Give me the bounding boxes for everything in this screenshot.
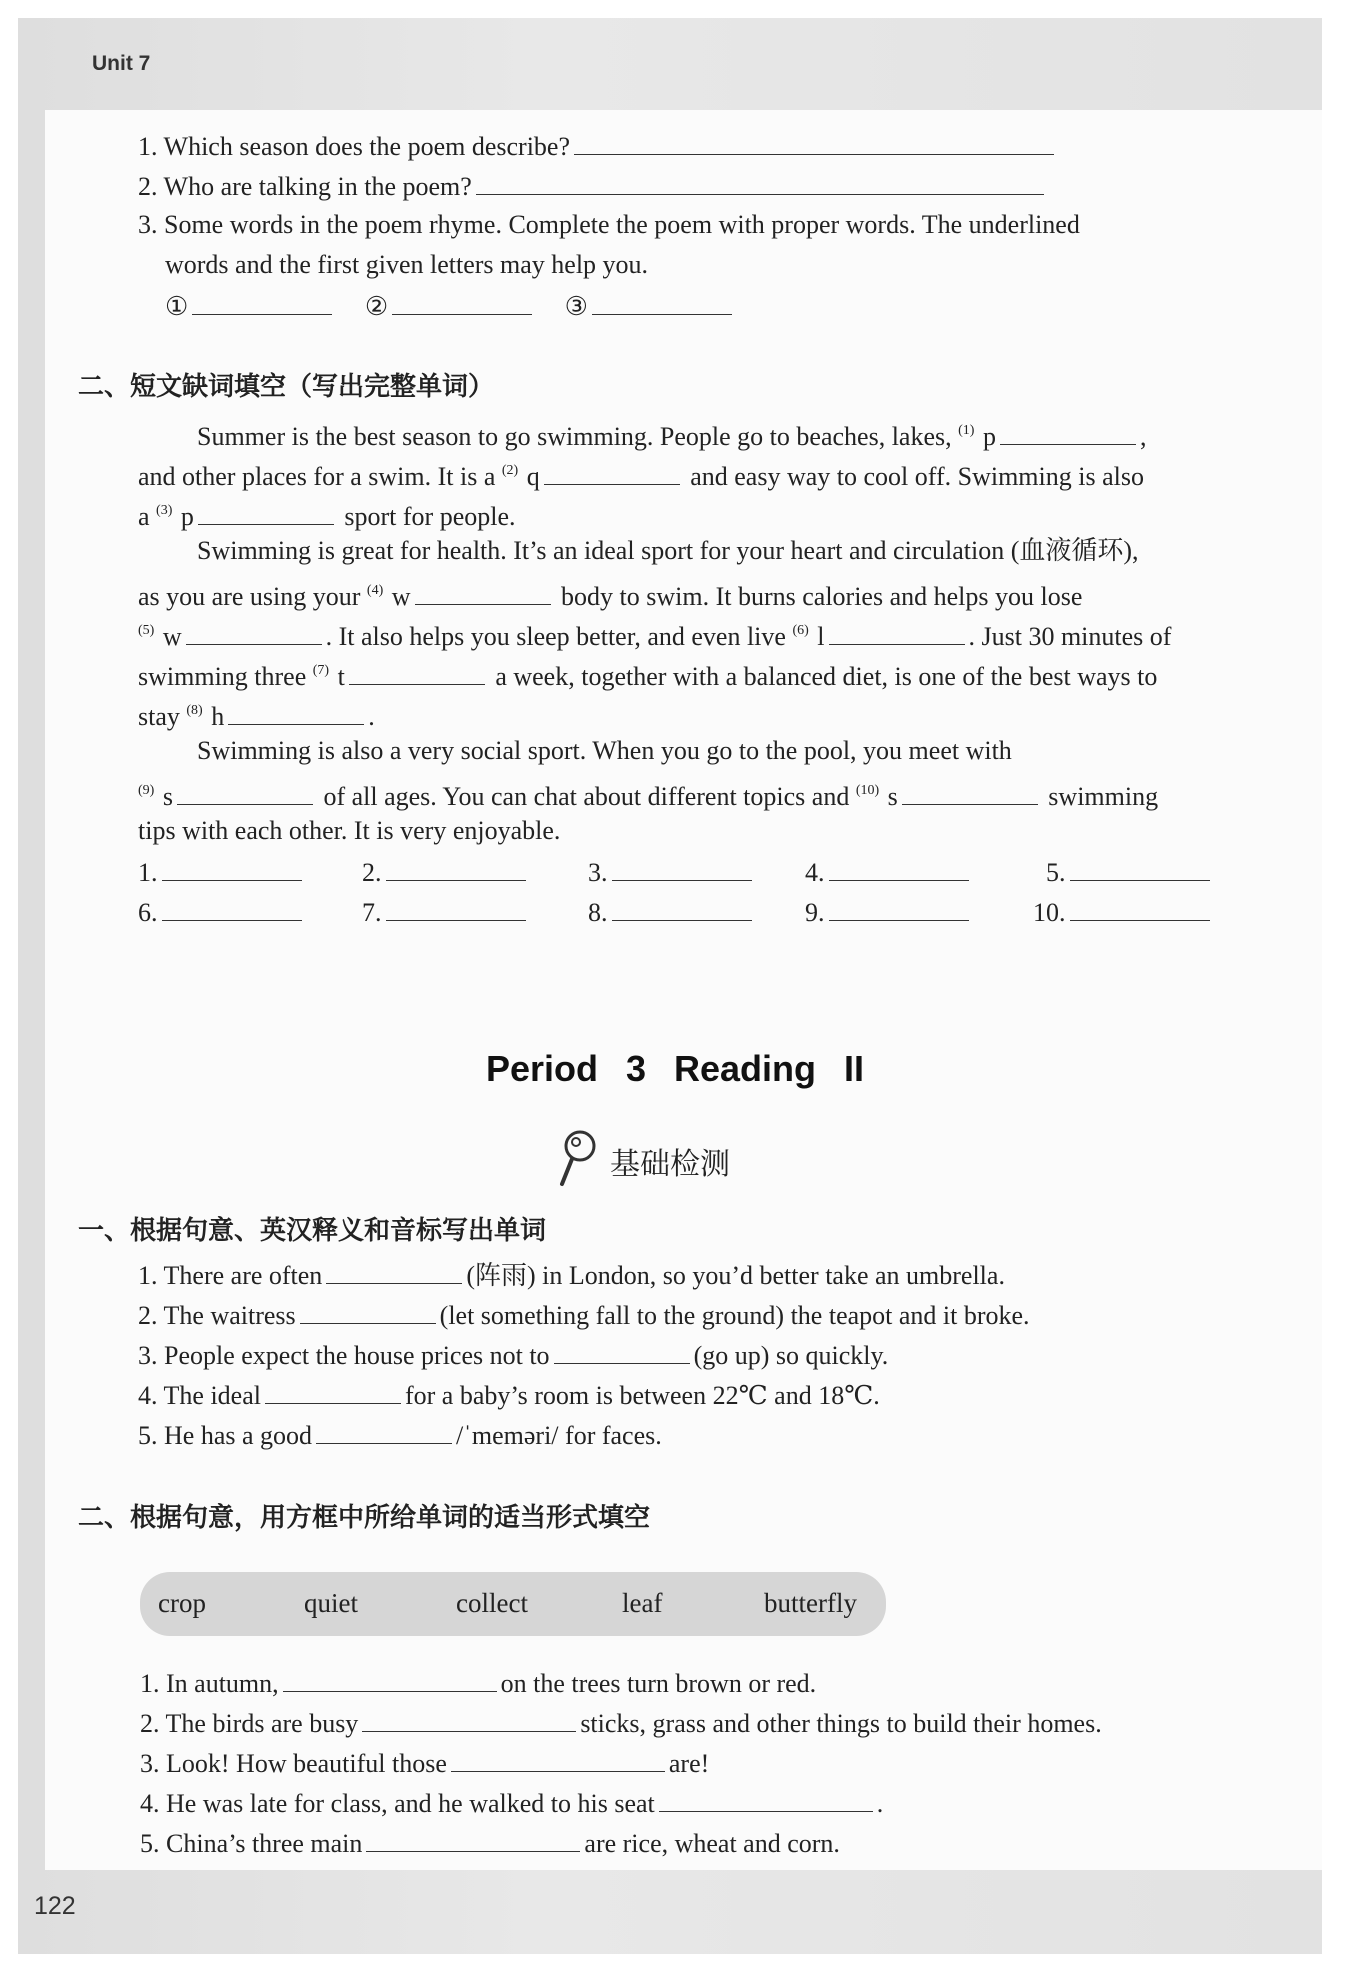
- answer-blank[interactable]: [326, 1257, 462, 1284]
- answer-item-4: 4.: [805, 854, 973, 890]
- cloze-blank-1[interactable]: [1000, 418, 1136, 445]
- poem-question-2: 2. Who are talking in the poem?: [138, 168, 1048, 204]
- section-heading-cloze: 二、短文缺词填空（写出完整单词）: [78, 372, 495, 402]
- answer-blank[interactable]: [192, 288, 332, 315]
- answer-blank[interactable]: [829, 854, 969, 881]
- cloze-line-5: as you are using your $^{(4)}$ w body to swim. It burns calories and helps you lose: [138, 574, 1082, 614]
- cloze-line-7: swimming three $^{(7)}$ t a week, together with a balanced diet, is one of the best ways to: [138, 654, 1157, 694]
- box-item-1: 1. In autumn, on the trees turn brown or red.: [140, 1665, 816, 1701]
- period-title: Period 3 Reading II: [485, 1048, 865, 1089]
- answer-blank[interactable]: [659, 1785, 873, 1812]
- answer-blank[interactable]: [162, 854, 302, 881]
- answer-blank[interactable]: [362, 1705, 576, 1732]
- cloze-line-8: stay $^{(8)}$ h .: [138, 694, 375, 734]
- answer-item-6: 6.: [138, 894, 306, 930]
- answer-blank[interactable]: [1070, 894, 1210, 921]
- cloze-blank-5[interactable]: [186, 618, 322, 645]
- page-number: 122: [34, 1892, 76, 1920]
- box-item-2: 2. The birds are busy sticks, grass and other things to build their homes.: [140, 1705, 1102, 1741]
- answer-item-10: 10.: [1033, 894, 1214, 930]
- word-item-5: 5. He has a good /ˈmeməri/ for faces.: [138, 1417, 662, 1453]
- section-heading-box: 二、根据句意，用方框中所给单词的适当形式填空: [78, 1503, 651, 1533]
- answer-blank[interactable]: [574, 128, 1054, 155]
- box-item-5: 5. China’s three main are rice, wheat and corn.: [140, 1825, 840, 1861]
- answer-item-3: 3.: [588, 854, 756, 890]
- answer-blank[interactable]: [300, 1297, 436, 1324]
- cloze-blank-7[interactable]: [349, 658, 485, 685]
- circled-blanks: ① ② ③: [165, 288, 736, 324]
- cloze-blank-4[interactable]: [415, 578, 551, 605]
- answer-item-5: 5.: [1046, 854, 1214, 890]
- answer-blank[interactable]: [265, 1377, 401, 1404]
- word-item-1: 1. There are often (阵雨) in London, so you’d better take an umbrella.: [138, 1257, 1005, 1293]
- answer-item-9: 9.: [805, 894, 973, 930]
- answer-blank[interactable]: [829, 894, 969, 921]
- box-word: leaf: [622, 1588, 663, 1618]
- magnifier-icon: [556, 1128, 600, 1193]
- answer-blank[interactable]: [592, 288, 732, 315]
- section-heading-words: 一、根据句意、英汉释义和音标写出单词: [78, 1216, 547, 1246]
- answer-blank[interactable]: [283, 1665, 497, 1692]
- answer-item-7: 7.: [362, 894, 530, 930]
- word-item-3: 3. People expect the house prices not to (go up) so quickly.: [138, 1337, 888, 1373]
- answer-blank[interactable]: [554, 1337, 690, 1364]
- answer-item-1: 1.: [138, 854, 306, 890]
- box-item-4: 4. He was late for class, and he walked to his seat .: [140, 1785, 883, 1821]
- answer-blank[interactable]: [612, 894, 752, 921]
- cloze-line-4: Swimming is great for health. It’s an ideal sport for your heart and circulation (血液循环),: [197, 536, 1139, 565]
- cloze-line-6: $^{(5)}$ w . It also helps you sleep better, and even live $^{(6)}$ l . Just 30 minutes of: [138, 614, 1171, 654]
- word-item-4: 4. The ideal for a baby’s room is between 22℃ and 18℃.: [138, 1377, 880, 1413]
- unit-label: Unit 7: [92, 52, 151, 75]
- cloze-blank-3[interactable]: [198, 498, 334, 525]
- poem-question-1: 1. Which season does the poem describe?: [138, 128, 1058, 164]
- answer-blank[interactable]: [316, 1417, 452, 1444]
- answer-blank[interactable]: [612, 854, 752, 881]
- answer-blank[interactable]: [366, 1825, 580, 1852]
- answer-blank[interactable]: [392, 288, 532, 315]
- cloze-line-10: $^{(9)}$ s of all ages. You can chat about different topics and $^{(10)}$ s swimming: [138, 774, 1158, 814]
- answer-item-2: 2.: [362, 854, 530, 890]
- cloze-line-1: Summer is the best season to go swimming. People go to beaches, lakes, $^{(1)}$ p ,: [197, 414, 1146, 454]
- cloze-blank-9[interactable]: [177, 778, 313, 805]
- cloze-line-3: a $^{(3)}$ p sport for people.: [138, 494, 516, 534]
- cloze-line-2: and other places for a swim. It is a $^{(2)}$ q and easy way to cool off. Swimming is also: [138, 454, 1144, 494]
- basic-check-heading: [556, 1128, 730, 1193]
- cloze-line-11: tips with each other. It is very enjoyable.: [138, 816, 561, 845]
- cloze-blank-10[interactable]: [902, 778, 1038, 805]
- basic-check-title: 基础检测: [610, 1146, 730, 1182]
- word-item-2: 2. The waitress (let something fall to the ground) the teapot and it broke.: [138, 1297, 1030, 1333]
- answer-blank[interactable]: [162, 894, 302, 921]
- box-item-3: 3. Look! How beautiful those are!: [140, 1745, 709, 1781]
- word-box: [140, 1572, 886, 1636]
- box-word: crop: [158, 1588, 206, 1618]
- answer-blank[interactable]: [1070, 854, 1210, 881]
- answer-blank[interactable]: [386, 854, 526, 881]
- box-word: collect: [456, 1588, 528, 1618]
- cloze-blank-6[interactable]: [829, 618, 965, 645]
- answer-blank[interactable]: [386, 894, 526, 921]
- box-word: quiet: [304, 1588, 358, 1618]
- poem-question-3-cont: words and the first given letters may help you.: [165, 250, 649, 279]
- poem-question-3: 3. Some words in the poem rhyme. Complete the poem with proper words. The underlined: [138, 210, 1080, 239]
- cloze-line-9: Swimming is also a very social sport. When you go to the pool, you meet with: [197, 736, 1012, 765]
- cloze-blank-2[interactable]: [544, 458, 680, 485]
- cloze-blank-8[interactable]: [228, 698, 364, 725]
- answer-blank[interactable]: [476, 168, 1044, 195]
- answer-blank[interactable]: [451, 1745, 665, 1772]
- box-word: butterfly: [764, 1588, 857, 1618]
- answer-item-8: 8.: [588, 894, 756, 930]
